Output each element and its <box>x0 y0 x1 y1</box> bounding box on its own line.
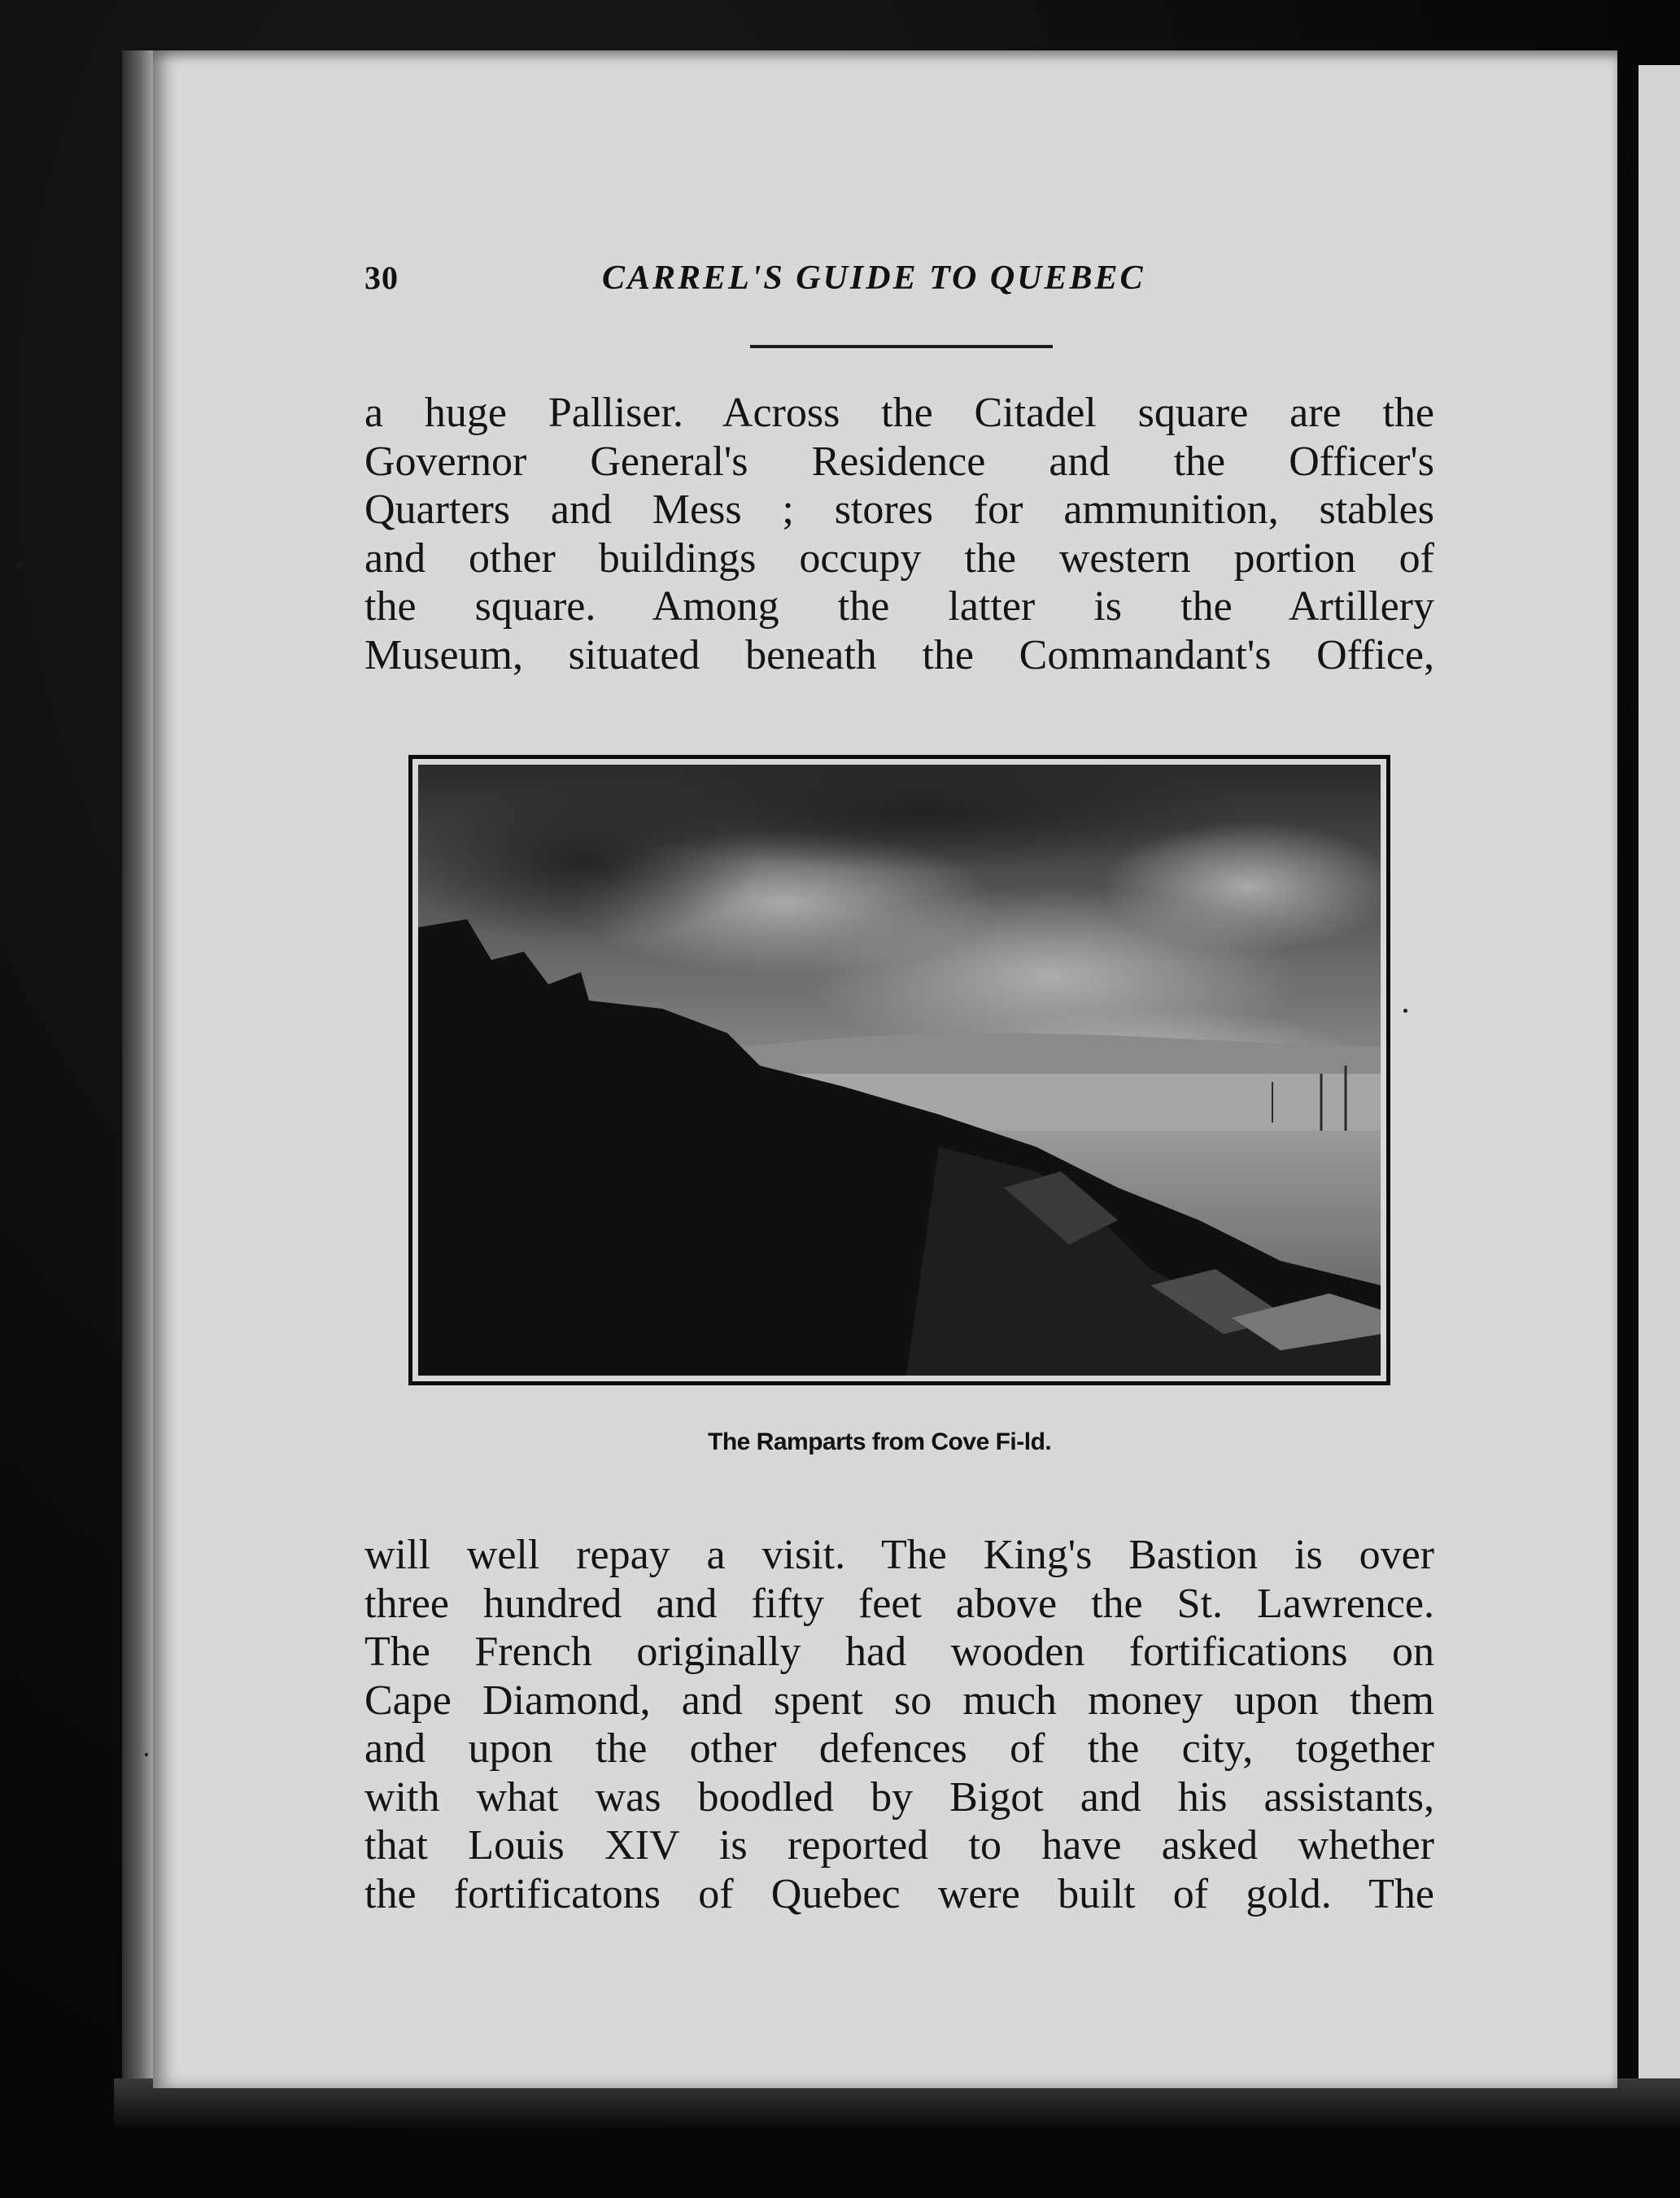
text-line: and upon the other defences of the city, together <box>364 1725 1434 1772</box>
text-line: the square. Among the latter is the Artillery <box>364 583 1434 630</box>
scan-speck <box>145 1753 148 1756</box>
photograph-ramparts-icon <box>418 765 1381 1376</box>
text-line: Governor General's Residence and the Officer's <box>364 438 1434 485</box>
text-line: the fortificatons of Quebec were built of gold. The <box>364 1870 1434 1917</box>
text-line: and other buildings occupy the western portion of <box>364 534 1434 582</box>
figure-caption: The Ramparts from Cove Fi-ld. <box>708 1428 1052 1455</box>
running-title: CARREL'S GUIDE TO QUEBEC <box>602 259 1145 297</box>
page-number: 30 <box>364 259 399 296</box>
text-line: three hundred and fifty feet above the St. Lawrence. <box>364 1580 1434 1627</box>
header-rule <box>750 345 1053 348</box>
text-line: Cape Diamond, and spent so much money upon them <box>364 1677 1434 1724</box>
page-binding-edge <box>122 50 155 2088</box>
scan-speck <box>16 561 23 568</box>
photograph-frame <box>408 755 1390 1385</box>
text-line: Museum, situated beneath the Commandant's Office, <box>364 631 1434 678</box>
paragraph-bottom <box>364 1531 1434 1918</box>
text-line: will well repay a visit. The King's Bastion is over <box>364 1532 1434 1578</box>
text-line: with what was boodled by Bigot and his assistants, <box>364 1773 1434 1821</box>
text-line: that Louis XIV is reported to have asked whether <box>364 1822 1434 1869</box>
adjacent-page-edge <box>1632 65 1680 2078</box>
text-line: Quarters and Mess ; stores for ammunition, stables <box>364 486 1434 533</box>
paragraph-top <box>364 389 1434 679</box>
text-line: a huge Palliser. Across the Citadel square are the <box>364 390 1434 436</box>
scan-speck <box>1403 1009 1407 1013</box>
text-line: The French originally had wooden fortifications on <box>364 1629 1434 1675</box>
